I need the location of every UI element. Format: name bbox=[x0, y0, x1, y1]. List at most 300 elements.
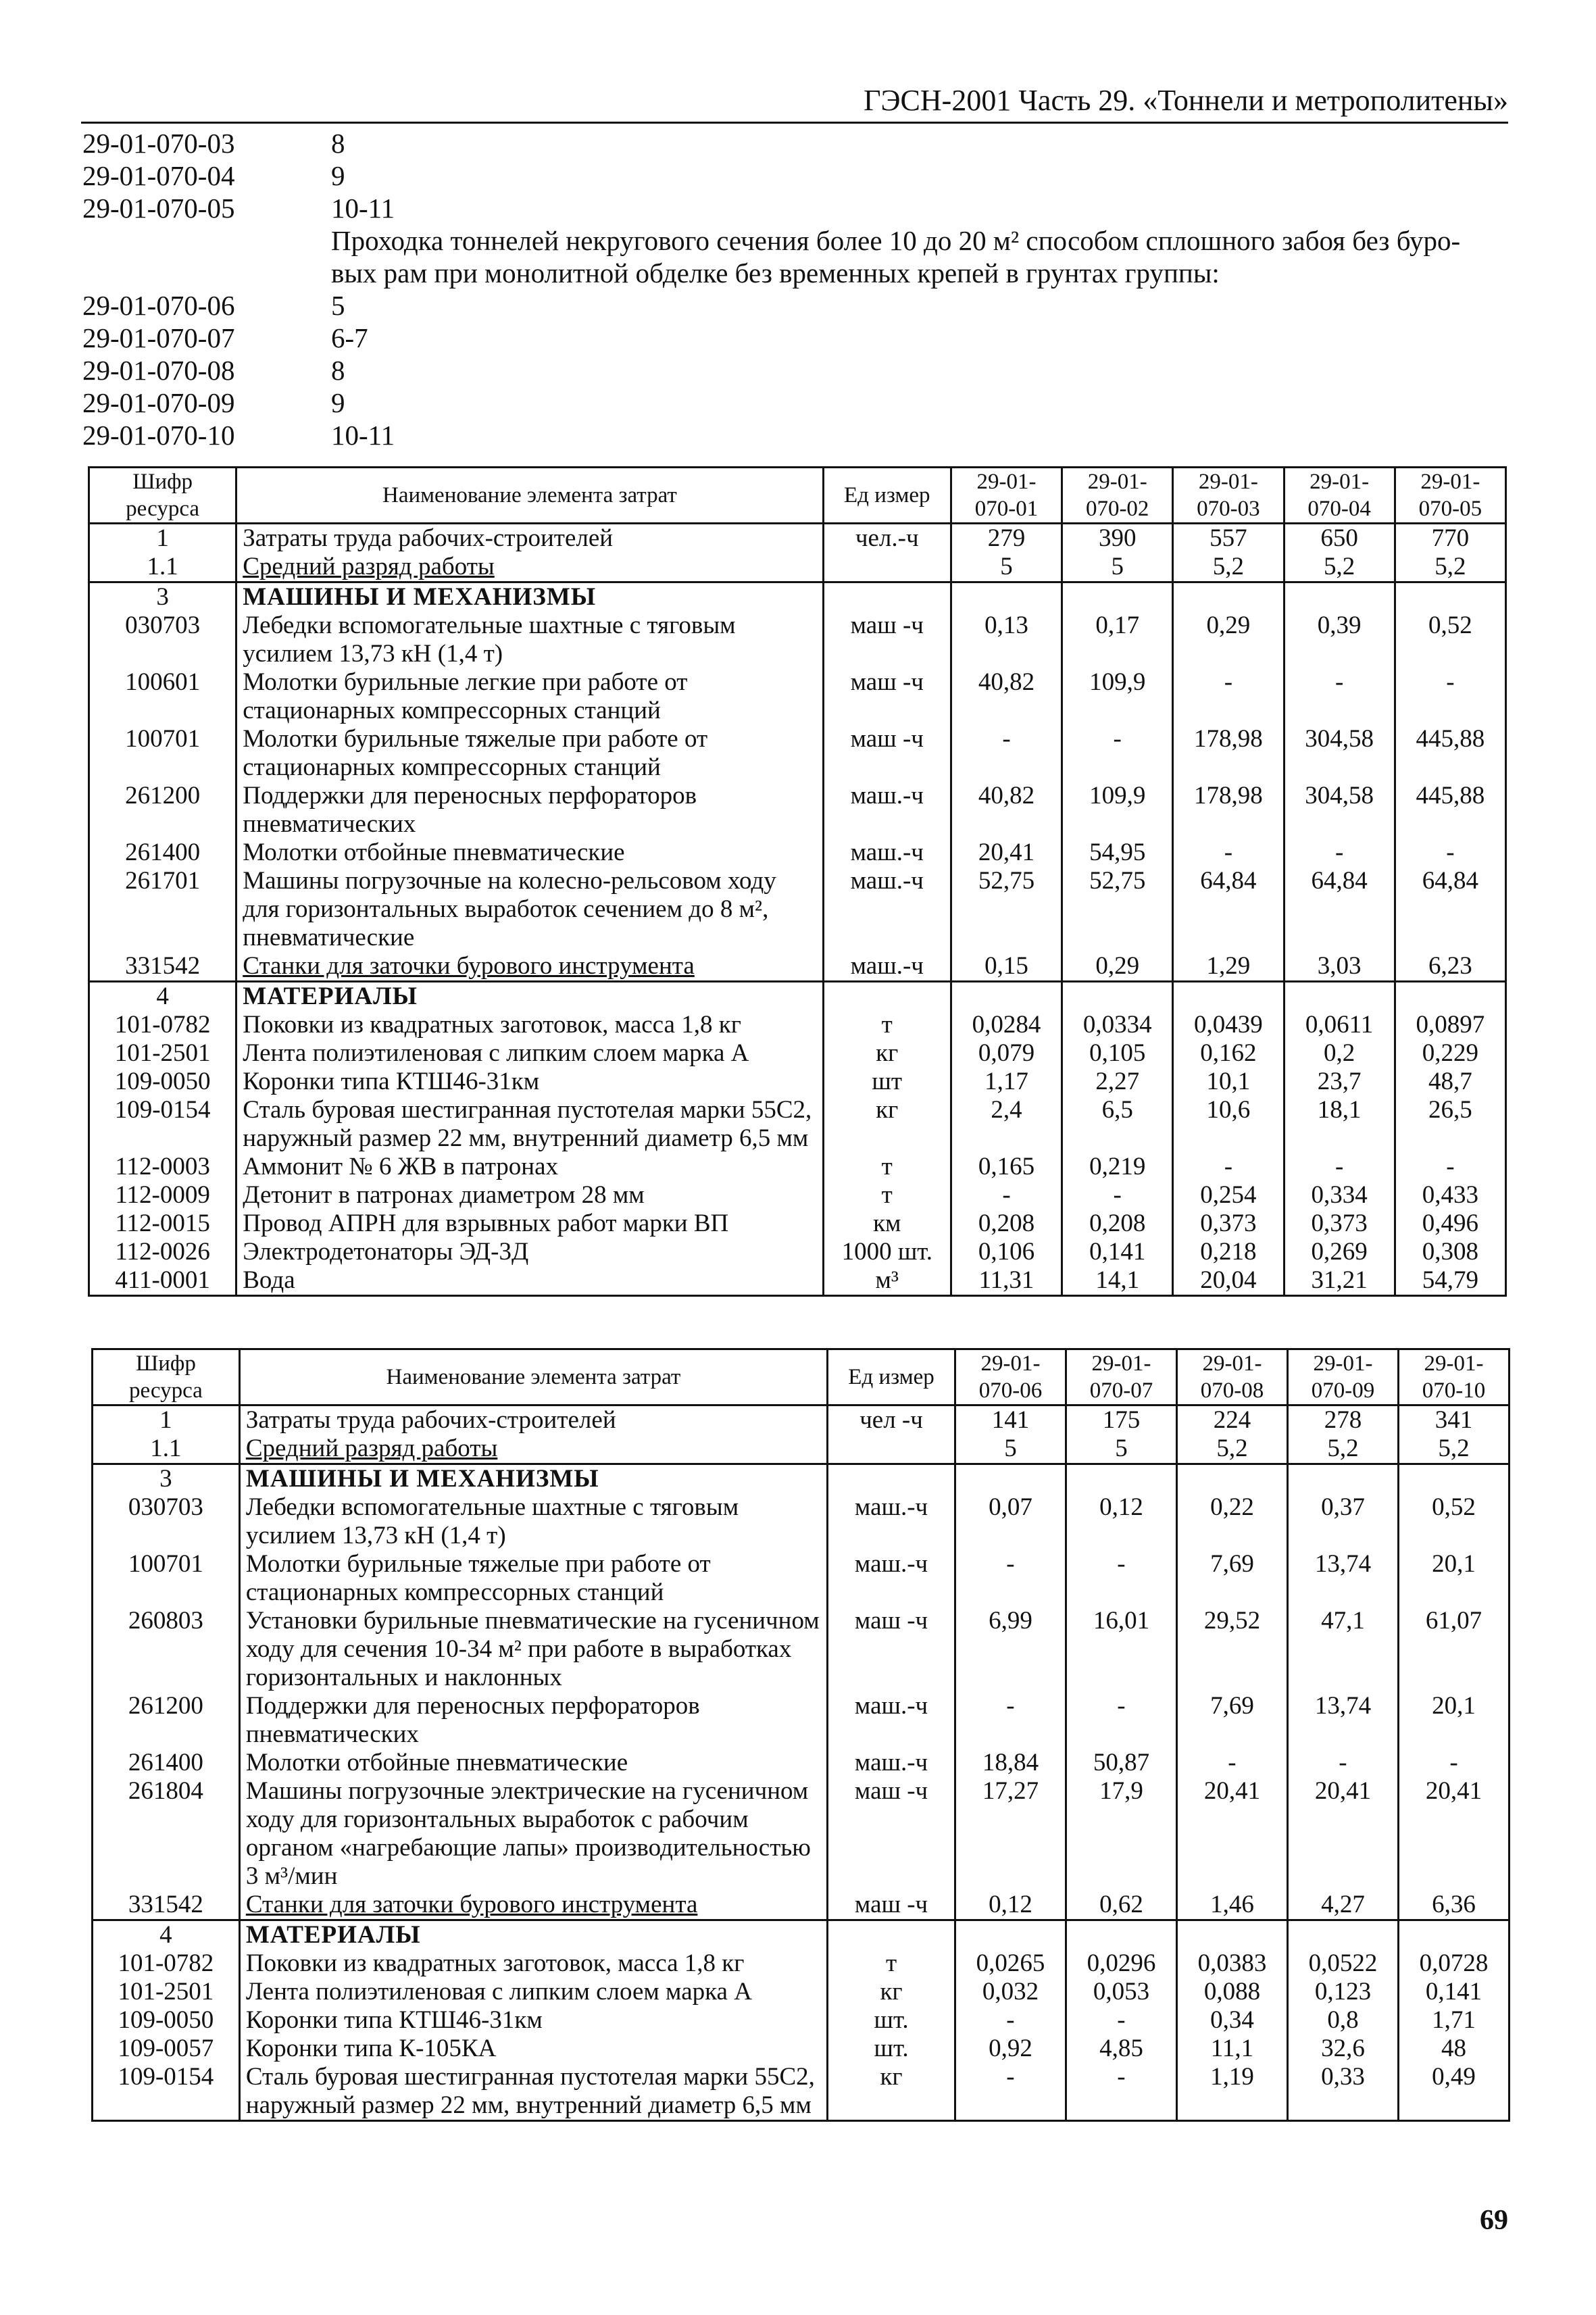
cost-element-text: Коронки типа К-105КА bbox=[245, 2035, 497, 2062]
value-cell: 0,12 bbox=[1066, 1493, 1176, 1550]
empty-cell bbox=[1066, 1920, 1176, 1950]
resource-code: 030703 bbox=[89, 612, 236, 668]
value-cell: - bbox=[1066, 1692, 1176, 1749]
value-cell: 11,1 bbox=[1176, 2035, 1287, 2063]
cost-element-text: Молотки отбойные пневматические bbox=[243, 839, 625, 866]
value-cell: 47,1 bbox=[1287, 1607, 1398, 1692]
value-cell: 7,69 bbox=[1176, 1550, 1287, 1607]
value-cell: - bbox=[1173, 839, 1284, 867]
value-cell: 0,218 bbox=[1173, 1238, 1284, 1266]
table-row bbox=[93, 1550, 1510, 1607]
value-cell: 20,04 bbox=[1173, 1266, 1284, 1296]
unit-of-measure: т bbox=[823, 1181, 951, 1210]
value-cell: - bbox=[1284, 668, 1395, 725]
resource-code: 261200 bbox=[93, 1692, 240, 1749]
empty-cell bbox=[1284, 582, 1395, 612]
table-row bbox=[93, 1435, 1510, 1464]
unit-of-measure: т bbox=[828, 1949, 955, 1978]
header-col: 29-01- 070-08 bbox=[1176, 1349, 1287, 1405]
value-cell: 3,03 bbox=[1284, 952, 1395, 982]
table-row bbox=[93, 1493, 1510, 1550]
cost-element-text: Средний разряд работы bbox=[245, 1435, 498, 1462]
norm-code: 29-01-070-04 bbox=[82, 160, 235, 191]
cost-element-name bbox=[239, 2035, 827, 2063]
header-unit: Ед измер bbox=[828, 1349, 955, 1405]
header-col: 29-01- 070-06 bbox=[955, 1349, 1066, 1405]
unit-of-measure: маш -ч bbox=[823, 612, 951, 668]
cost-element-name bbox=[239, 1777, 827, 1891]
code-row bbox=[82, 159, 1501, 192]
header-col: 29-01- 070-05 bbox=[1395, 468, 1505, 524]
code-row bbox=[82, 387, 1501, 419]
unit-of-measure: маш -ч bbox=[823, 725, 951, 782]
value-cell: - bbox=[1284, 1153, 1395, 1181]
section-row bbox=[89, 582, 1506, 612]
soil-group: 9 bbox=[331, 160, 345, 191]
cost-element-text: Детонит в патронах диаметром 28 мм bbox=[243, 1181, 645, 1209]
value-cell: 20,41 bbox=[1287, 1777, 1398, 1891]
unit-of-measure: кг bbox=[823, 1096, 951, 1153]
value-cell: 18,1 bbox=[1284, 1096, 1395, 1153]
value-cell: 0,053 bbox=[1066, 1978, 1176, 2006]
section-row bbox=[89, 982, 1506, 1012]
cost-element-name bbox=[236, 553, 823, 582]
table-row bbox=[89, 1011, 1506, 1039]
soil-group: 5 bbox=[331, 290, 345, 321]
value-cell: 0,496 bbox=[1395, 1210, 1505, 1238]
value-cell: 61,07 bbox=[1398, 1607, 1509, 1692]
cost-element-text: Сталь буровая шестигранная пустотелая марки 55С2, наружный размер 22 мм, внутренний диаметр 6,5 мм bbox=[243, 1096, 812, 1152]
value-cell: 0,032 bbox=[955, 1978, 1066, 2006]
cost-element-name bbox=[239, 2006, 827, 2035]
table-row bbox=[93, 1891, 1510, 1920]
value-cell: 0,49 bbox=[1398, 2063, 1509, 2121]
value-cell: 5,2 bbox=[1176, 1435, 1287, 1464]
table-row bbox=[93, 2035, 1510, 2063]
header-col: 29-01- 070-07 bbox=[1066, 1349, 1176, 1405]
unit-of-measure: 1000 шт. bbox=[823, 1238, 951, 1266]
value-cell: 17,9 bbox=[1066, 1777, 1176, 1891]
section-row bbox=[93, 1920, 1510, 1950]
empty-cell bbox=[1284, 982, 1395, 1012]
unit-of-measure: маш.-ч bbox=[823, 839, 951, 867]
cost-element-text: Станки для заточки бурового инструмента bbox=[245, 1891, 698, 1918]
unit-of-measure: чел.-ч bbox=[823, 524, 951, 553]
cost-element-name bbox=[239, 1435, 827, 1464]
value-cell: 178,98 bbox=[1173, 782, 1284, 839]
value-cell: 5,2 bbox=[1173, 553, 1284, 582]
value-cell: - bbox=[1066, 2063, 1176, 2121]
value-cell: 0,208 bbox=[951, 1210, 1062, 1238]
value-cell: 1,71 bbox=[1398, 2006, 1509, 2035]
table-row bbox=[93, 2006, 1510, 2035]
value-cell: 5 bbox=[1062, 553, 1173, 582]
soil-group: 10-11 bbox=[331, 193, 395, 224]
cost-element-text: Молотки бурильные тяжелые при работе от стационарных компрессорных станций bbox=[243, 725, 708, 781]
value-cell: 0,088 bbox=[1176, 1978, 1287, 2006]
table-row bbox=[93, 1749, 1510, 1777]
cost-element-text: Коронки типа КТШ46-31км bbox=[245, 2006, 543, 2034]
value-cell: 0,106 bbox=[951, 1238, 1062, 1266]
resource-code: 109-0057 bbox=[93, 2035, 240, 2063]
unit-of-measure: маш -ч bbox=[828, 1607, 955, 1692]
resource-code: 260803 bbox=[93, 1607, 240, 1692]
cost-element-name bbox=[236, 1181, 823, 1210]
value-cell: 0,15 bbox=[951, 952, 1062, 982]
code-row bbox=[82, 354, 1501, 387]
norm-code: 29-01-070-06 bbox=[82, 290, 235, 321]
value-cell: - bbox=[951, 1181, 1062, 1210]
value-cell: 54,95 bbox=[1062, 839, 1173, 867]
resource-code: 4 bbox=[93, 1920, 240, 1950]
table-row bbox=[89, 1068, 1506, 1096]
header-col: 29-01- 070-03 bbox=[1173, 468, 1284, 524]
value-cell: 0,8 bbox=[1287, 2006, 1398, 2035]
cost-element-name bbox=[236, 1210, 823, 1238]
soil-group: 9 bbox=[331, 387, 345, 418]
unit-of-measure: кг bbox=[828, 2063, 955, 2121]
table-row bbox=[89, 524, 1506, 553]
resource-code: 1 bbox=[89, 524, 236, 553]
value-cell: 0,62 bbox=[1066, 1891, 1176, 1920]
cost-element-text: Поддержки для переносных перфораторов пневматических bbox=[245, 1692, 700, 1748]
cost-element-text: Поковки из квадратных заготовок, масса 1,8 кг bbox=[243, 1011, 741, 1039]
resource-code: 109-0050 bbox=[89, 1068, 236, 1096]
cost-element-text: Молотки бурильные тяжелые при работе от стационарных компрессорных станций bbox=[245, 1550, 711, 1606]
section-title: МАТЕРИАЛЫ bbox=[239, 1920, 827, 1950]
cost-element-name bbox=[236, 668, 823, 725]
value-cell: 0,12 bbox=[955, 1891, 1066, 1920]
value-cell: - bbox=[955, 1692, 1066, 1749]
unit-of-measure: маш -ч bbox=[828, 1891, 955, 1920]
empty-cell bbox=[1062, 582, 1173, 612]
table-row bbox=[93, 1607, 1510, 1692]
value-cell: 650 bbox=[1284, 524, 1395, 553]
unit-of-measure: т bbox=[823, 1153, 951, 1181]
cost-element-name bbox=[236, 1039, 823, 1068]
value-cell: 5,2 bbox=[1395, 553, 1505, 582]
cost-element-name bbox=[236, 1238, 823, 1266]
norm-code: 29-01-070-05 bbox=[82, 193, 235, 224]
value-cell: 13,74 bbox=[1287, 1550, 1398, 1607]
value-cell: 0,0334 bbox=[1062, 1011, 1173, 1039]
code-row bbox=[82, 192, 1501, 224]
table-row bbox=[93, 2063, 1510, 2121]
value-cell: 5 bbox=[955, 1435, 1066, 1464]
table-row bbox=[89, 1153, 1506, 1181]
cost-element-name bbox=[236, 1266, 823, 1296]
section-title: МАТЕРИАЛЫ bbox=[236, 982, 823, 1012]
value-cell: - bbox=[1173, 668, 1284, 725]
unit-of-measure: маш.-ч bbox=[823, 782, 951, 839]
page-number: 69 bbox=[1480, 2205, 1508, 2236]
empty-cell bbox=[951, 982, 1062, 1012]
value-cell: 0,0284 bbox=[951, 1011, 1062, 1039]
value-cell: 0,141 bbox=[1062, 1238, 1173, 1266]
value-cell: 0,219 bbox=[1062, 1153, 1173, 1181]
unit-of-measure bbox=[828, 1435, 955, 1464]
value-cell: 0,37 bbox=[1287, 1493, 1398, 1550]
value-cell: 341 bbox=[1398, 1405, 1509, 1435]
header-name: Наименование элемента затрат bbox=[236, 468, 823, 524]
cost-element-text: Вода bbox=[243, 1266, 295, 1294]
value-cell: 64,84 bbox=[1284, 867, 1395, 952]
cost-element-text: Затраты труда рабочих-строителей bbox=[243, 524, 614, 552]
resource-code: 101-0782 bbox=[89, 1011, 236, 1039]
value-cell: 29,52 bbox=[1176, 1607, 1287, 1692]
header-name: Наименование элемента затрат bbox=[239, 1349, 827, 1405]
resource-code: 411-0001 bbox=[89, 1266, 236, 1296]
value-cell: 390 bbox=[1062, 524, 1173, 553]
value-cell: 31,21 bbox=[1284, 1266, 1395, 1296]
unit-of-measure: шт bbox=[823, 1068, 951, 1096]
unit-of-measure: маш.-ч bbox=[828, 1749, 955, 1777]
value-cell: 0,33 bbox=[1287, 2063, 1398, 2121]
value-cell: - bbox=[1062, 725, 1173, 782]
resource-code: 261701 bbox=[89, 867, 236, 952]
cost-element-name bbox=[236, 725, 823, 782]
table-row bbox=[89, 725, 1506, 782]
description-line-1: Проходка тоннелей некругового сечения более 10 до 20 м² способом сплошного забоя без буро- bbox=[331, 225, 1461, 256]
cost-element-text: Провод АПРН для взрывных работ марки ВП bbox=[243, 1210, 729, 1237]
cost-element-name bbox=[236, 524, 823, 553]
value-cell: 20,1 bbox=[1398, 1692, 1509, 1749]
table-row bbox=[89, 612, 1506, 668]
description-line-2: вых рам при монолитной обделке без временных крепей в грунтах группы: bbox=[331, 257, 1220, 289]
value-cell: 26,5 bbox=[1395, 1096, 1505, 1153]
value-cell: 0,105 bbox=[1062, 1039, 1173, 1068]
unit-of-measure: маш.-ч bbox=[828, 1493, 955, 1550]
cost-element-name bbox=[236, 1153, 823, 1181]
empty-cell bbox=[1287, 1464, 1398, 1494]
unit-of-measure: чел -ч bbox=[828, 1405, 955, 1435]
value-cell: 2,4 bbox=[951, 1096, 1062, 1153]
cost-element-name bbox=[236, 952, 823, 982]
value-cell: 1,29 bbox=[1173, 952, 1284, 982]
soil-group: 10-11 bbox=[331, 420, 395, 451]
unit-of-measure: кг bbox=[823, 1039, 951, 1068]
value-cell: 175 bbox=[1066, 1405, 1176, 1435]
empty-cell bbox=[1398, 1464, 1509, 1494]
value-cell: - bbox=[1066, 2006, 1176, 2035]
value-cell: 5 bbox=[951, 553, 1062, 582]
value-cell: 23,7 bbox=[1284, 1068, 1395, 1096]
value-cell: 278 bbox=[1287, 1405, 1398, 1435]
section-title: МАШИНЫ И МЕХАНИЗМЫ bbox=[239, 1464, 827, 1494]
value-cell: 5 bbox=[1066, 1435, 1176, 1464]
unit-of-measure: маш.-ч bbox=[823, 952, 951, 982]
table-row bbox=[89, 668, 1506, 725]
value-cell: 178,98 bbox=[1173, 725, 1284, 782]
empty-cell bbox=[823, 582, 951, 612]
table-row bbox=[89, 1181, 1506, 1210]
soil-group: 6-7 bbox=[331, 322, 368, 353]
cost-element-name bbox=[239, 1692, 827, 1749]
table-row bbox=[93, 1692, 1510, 1749]
cost-element-name bbox=[239, 1978, 827, 2006]
value-cell: - bbox=[1395, 1153, 1505, 1181]
code-row bbox=[82, 419, 1501, 451]
norm-code: 29-01-070-03 bbox=[82, 128, 235, 159]
cost-element-name bbox=[239, 1749, 827, 1777]
value-cell: 0,208 bbox=[1062, 1210, 1173, 1238]
cost-element-text: Машины погрузочные электрические на гусеничном ходу для горизонтальных выработок с рабочим органом «нагребающие лапы» производительностью 3 м³/мин bbox=[245, 1777, 811, 1890]
value-cell: 0,123 bbox=[1287, 1978, 1398, 2006]
header-col: 29-01- 070-01 bbox=[951, 468, 1062, 524]
value-cell: 0,29 bbox=[1173, 612, 1284, 668]
unit-of-measure: маш -ч bbox=[823, 668, 951, 725]
value-cell: 304,58 bbox=[1284, 725, 1395, 782]
empty-cell bbox=[828, 1464, 955, 1494]
value-cell: 0,308 bbox=[1395, 1238, 1505, 1266]
value-cell: 0,0383 bbox=[1176, 1949, 1287, 1978]
empty-cell bbox=[1395, 582, 1505, 612]
value-cell: 0,2 bbox=[1284, 1039, 1395, 1068]
resource-code: 261804 bbox=[93, 1777, 240, 1891]
norm-codes-block bbox=[82, 127, 1501, 451]
resource-code: 261200 bbox=[89, 782, 236, 839]
cost-element-text: Коронки типа КТШ46-31км bbox=[243, 1068, 540, 1095]
unit-of-measure: маш.-ч bbox=[828, 1550, 955, 1607]
resource-code: 3 bbox=[89, 582, 236, 612]
value-cell: 0,373 bbox=[1284, 1210, 1395, 1238]
value-cell: 20,41 bbox=[951, 839, 1062, 867]
cost-element-name bbox=[236, 1011, 823, 1039]
table-row bbox=[93, 1949, 1510, 1978]
cost-element-text: Станки для заточки бурового инструмента bbox=[243, 952, 695, 980]
section-row bbox=[93, 1464, 1510, 1494]
value-cell: 0,39 bbox=[1284, 612, 1395, 668]
empty-cell bbox=[1066, 1464, 1176, 1494]
empty-cell bbox=[1062, 982, 1173, 1012]
norm-code: 29-01-070-10 bbox=[82, 420, 235, 451]
cost-element-text: Лебедки вспомогательные шахтные с тяговым усилием 13,73 кН (1,4 т) bbox=[245, 1493, 739, 1549]
resource-code: 261400 bbox=[89, 839, 236, 867]
cost-element-name bbox=[236, 867, 823, 952]
cost-element-name bbox=[239, 1949, 827, 1978]
value-cell: 0,0296 bbox=[1066, 1949, 1176, 1978]
table-row bbox=[89, 1238, 1506, 1266]
table-row bbox=[93, 1777, 1510, 1891]
value-cell: - bbox=[1173, 1153, 1284, 1181]
value-cell: 557 bbox=[1173, 524, 1284, 553]
resource-code: 331542 bbox=[89, 952, 236, 982]
resource-code: 100701 bbox=[93, 1550, 240, 1607]
cost-element-text: Аммонит № 6 ЖВ в патронах bbox=[243, 1153, 559, 1180]
value-cell: 0,52 bbox=[1395, 612, 1505, 668]
value-cell: 279 bbox=[951, 524, 1062, 553]
unit-of-measure: км bbox=[823, 1210, 951, 1238]
unit-of-measure: т bbox=[823, 1011, 951, 1039]
cost-element-text: Электродетонаторы ЭД-3Д bbox=[243, 1238, 529, 1266]
value-cell: 0,0611 bbox=[1284, 1011, 1395, 1039]
value-cell: 0,229 bbox=[1395, 1039, 1505, 1068]
soil-group: 8 bbox=[331, 128, 345, 159]
value-cell: 64,84 bbox=[1395, 867, 1505, 952]
cost-element-text: Молотки бурильные легкие при работе от стационарных компрессорных станций bbox=[243, 668, 688, 724]
value-cell: - bbox=[951, 725, 1062, 782]
resource-code: 1.1 bbox=[93, 1435, 240, 1464]
unit-of-measure: м³ bbox=[823, 1266, 951, 1296]
value-cell: 0,0522 bbox=[1287, 1949, 1398, 1978]
value-cell: 6,99 bbox=[955, 1607, 1066, 1692]
value-cell: 0,141 bbox=[1398, 1978, 1509, 2006]
table-row bbox=[89, 839, 1506, 867]
header-col: 29-01- 070-04 bbox=[1284, 468, 1395, 524]
value-cell: 0,22 bbox=[1176, 1493, 1287, 1550]
value-cell: 52,75 bbox=[951, 867, 1062, 952]
cost-element-text: Установки бурильные пневматические на гусеничном ходу для сечения 10-34 м² при работе в выработках горизонтальных и наклонных bbox=[245, 1607, 820, 1691]
value-cell: 0,334 bbox=[1284, 1181, 1395, 1210]
table-row bbox=[93, 1405, 1510, 1435]
cost-element-name bbox=[239, 2063, 827, 2121]
value-cell: 52,75 bbox=[1062, 867, 1173, 952]
table-row bbox=[89, 1210, 1506, 1238]
value-cell: 0,254 bbox=[1173, 1181, 1284, 1210]
cost-element-name bbox=[239, 1493, 827, 1550]
value-cell: 14,1 bbox=[1062, 1266, 1173, 1296]
empty-cell bbox=[1176, 1920, 1287, 1950]
value-cell: 20,41 bbox=[1398, 1777, 1509, 1891]
unit-of-measure: шт. bbox=[828, 2006, 955, 2035]
table-row bbox=[89, 1039, 1506, 1068]
value-cell: 4,27 bbox=[1287, 1891, 1398, 1920]
value-cell: 0,07 bbox=[955, 1493, 1066, 1550]
section-title: МАШИНЫ И МЕХАНИЗМЫ bbox=[236, 582, 823, 612]
value-cell: 0,0439 bbox=[1173, 1011, 1284, 1039]
resource-code: 1 bbox=[93, 1405, 240, 1435]
table-row bbox=[89, 867, 1506, 952]
value-cell: 10,1 bbox=[1173, 1068, 1284, 1096]
value-cell: 1,46 bbox=[1176, 1891, 1287, 1920]
value-cell: - bbox=[955, 2063, 1066, 2121]
value-cell: 16,01 bbox=[1066, 1607, 1176, 1692]
value-cell: 6,5 bbox=[1062, 1096, 1173, 1153]
value-cell: 4,85 bbox=[1066, 2035, 1176, 2063]
unit-of-measure: маш.-ч bbox=[828, 1692, 955, 1749]
table-row bbox=[89, 553, 1506, 582]
value-cell: 40,82 bbox=[951, 668, 1062, 725]
empty-cell bbox=[823, 982, 951, 1012]
header-unit: Ед измер bbox=[823, 468, 951, 524]
value-cell: - bbox=[955, 1550, 1066, 1607]
codes-top bbox=[82, 127, 1501, 224]
value-cell: 0,162 bbox=[1173, 1039, 1284, 1068]
table-row bbox=[89, 782, 1506, 839]
resource-code: 101-2501 bbox=[89, 1039, 236, 1068]
unit-of-measure: кг bbox=[828, 1978, 955, 2006]
resource-code: 112-0003 bbox=[89, 1153, 236, 1181]
table-row bbox=[89, 952, 1506, 982]
empty-cell bbox=[828, 1920, 955, 1950]
cost-element-name bbox=[239, 1607, 827, 1692]
cost-element-text: Лента полиэтиленовая с липким слоем марка А bbox=[243, 1039, 749, 1067]
resource-code: 100701 bbox=[89, 725, 236, 782]
cost-element-name bbox=[236, 1096, 823, 1153]
unit-of-measure: маш.-ч bbox=[823, 867, 951, 952]
resource-code: 1.1 bbox=[89, 553, 236, 582]
header-code: Шифр ресурса bbox=[89, 468, 236, 524]
value-cell: 445,88 bbox=[1395, 782, 1505, 839]
value-cell: - bbox=[955, 2006, 1066, 2035]
value-cell: 5,2 bbox=[1287, 1435, 1398, 1464]
value-cell: 0,29 bbox=[1062, 952, 1173, 982]
empty-cell bbox=[951, 582, 1062, 612]
resource-table-1 bbox=[88, 466, 1507, 1297]
value-cell: 17,27 bbox=[955, 1777, 1066, 1891]
resource-code: 112-0009 bbox=[89, 1181, 236, 1210]
value-cell: 0,0728 bbox=[1398, 1949, 1509, 1978]
